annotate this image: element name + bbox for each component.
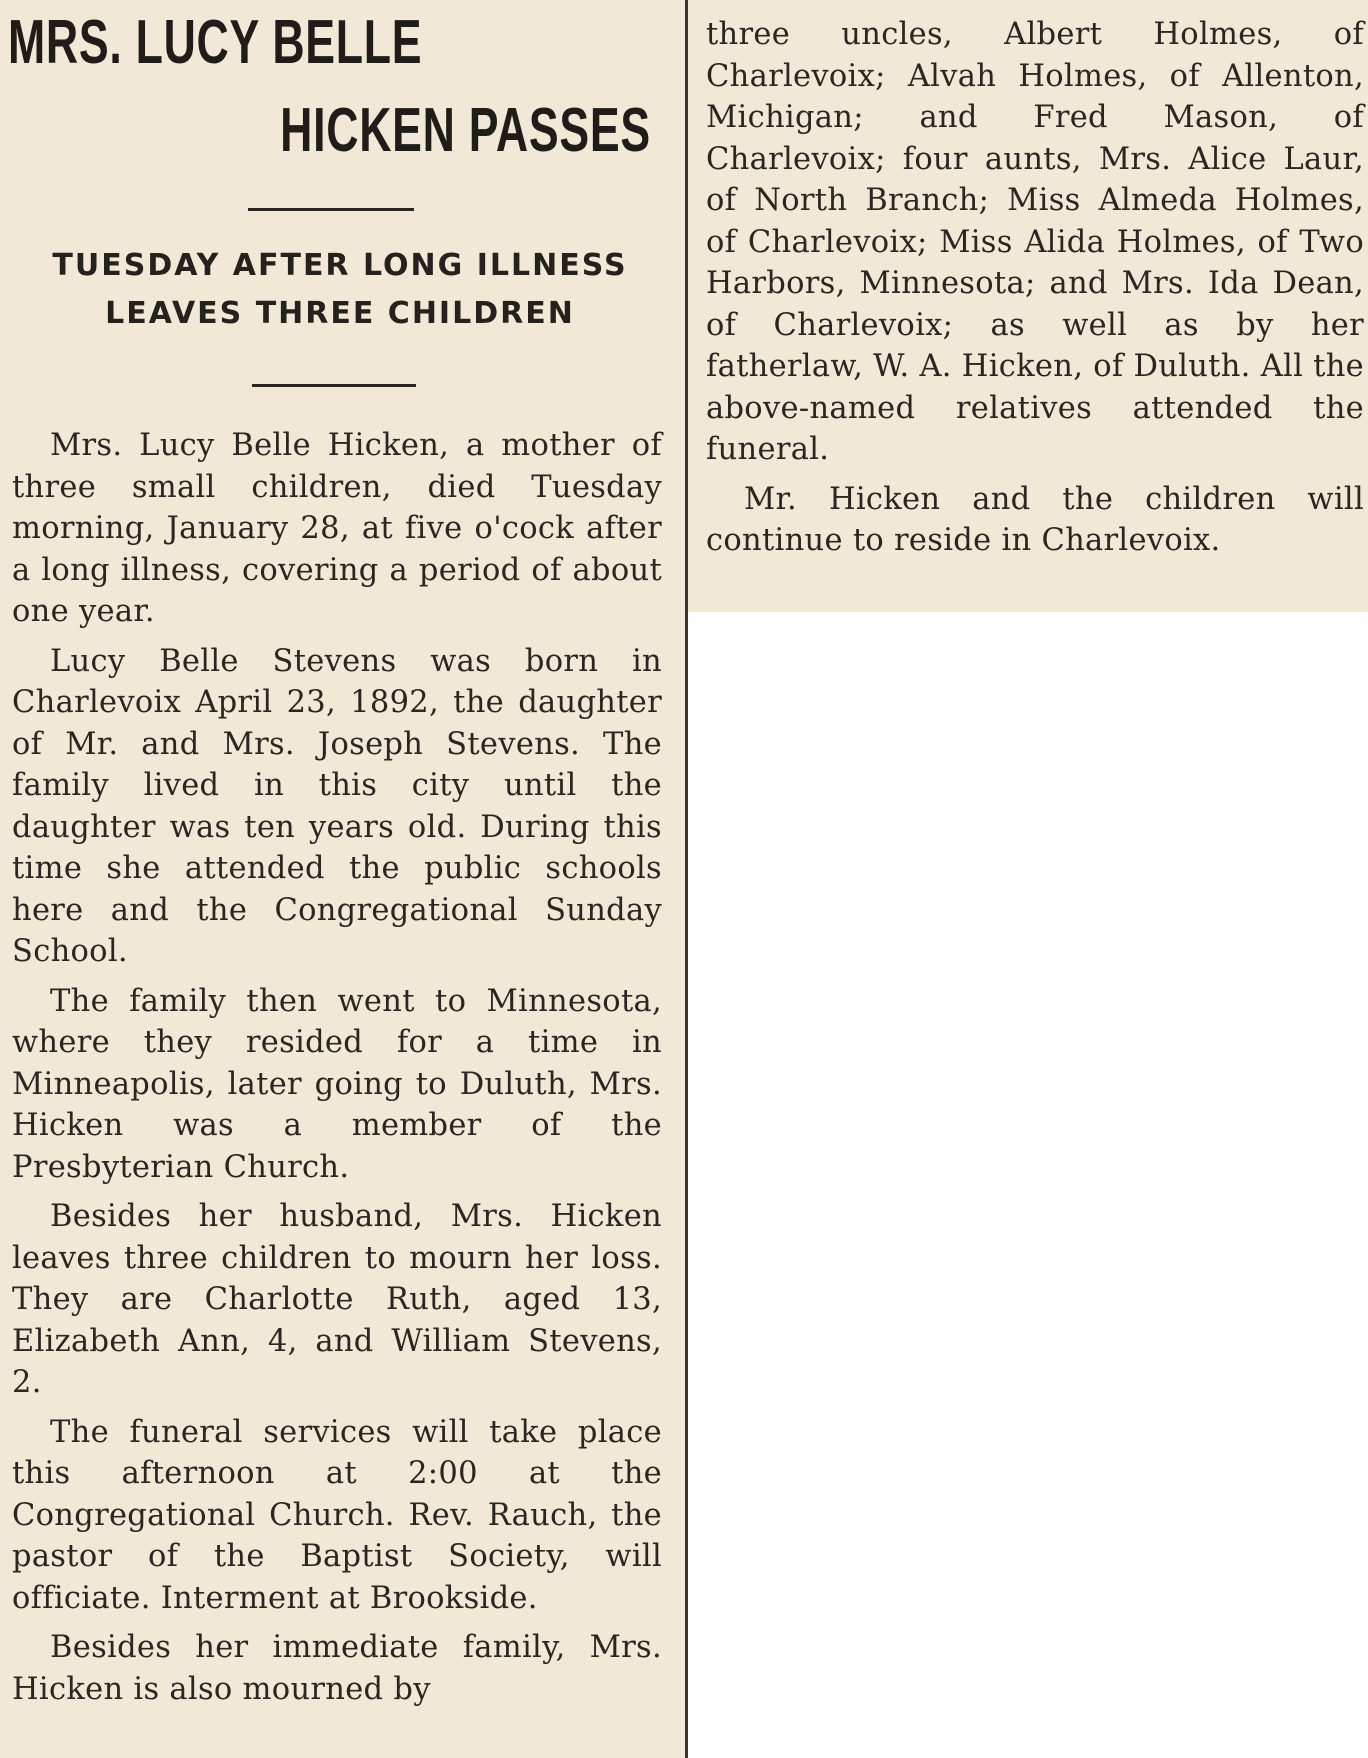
subheadline-line-1: TUESDAY AFTER LONG ILLNESS	[52, 248, 628, 283]
divider-rule-top	[248, 208, 414, 211]
article-paragraph: Mrs. Lucy Belle Hicken, a mother of three small children, died Tuesday morning, January 28, at five o'cock after a long illness, covering a period of about one year.	[12, 428, 662, 629]
article-paragraph: Besides her immediate family, Mrs. Hicken is also mourned by	[12, 1630, 662, 1707]
clipping-column-right	[685, 0, 1368, 612]
article-paragraph: three uncles, Albert Holmes, of Charlevoix; Alvah Holmes, of Allenton, Michigan; and Fred Mason, of Charlevoix; four aunts, Mrs. Alice Laur, of North Branch; Miss Almeda Holmes, of Charlevoix; Miss Alida Holmes, of Two Harbors, Minnesota; and Mrs. Ida Dean, of Charlevoix; as well as by her fatherlaw, W. A. Hicken, of Duluth. All the above-named relatives attended the funeral.	[706, 17, 1364, 467]
article-body-left	[12, 425, 662, 1718]
article-body-right	[706, 14, 1364, 570]
subheadline-line-2: LEAVES THREE CHILDREN	[105, 296, 575, 331]
article-paragraph: Besides her husband, Mrs. Hicken leaves three children to mourn her loss. They are Charlotte Ruth, aged 13, Elizabeth Ann, 4, and William Stevens, 2.	[12, 1199, 662, 1400]
headline-line-1: MRS. LUCY BELLE	[8, 8, 423, 77]
divider-rule-bottom	[252, 384, 416, 387]
article-paragraph: The family then went to Minnesota, where they resided for a time in Minneapolis, later going to Duluth, Mrs. Hicken was a member of the Presbyterian Church.	[12, 983, 662, 1185]
article-paragraph: The funeral services will take place this afternoon at 2:00 at the Congregational Church. Rev. Rauch, the pastor of the Baptist Society, will officiate. Interment at Brookside.	[12, 1414, 662, 1616]
headline-line-2: HICKEN PASSES	[280, 96, 651, 165]
article-paragraph: Lucy Belle Stevens was born in Charlevoix April 23, 1892, the daughter of Mr. and Mrs. Joseph Stevens. The family lived in this city until the daughter was ten years old. During this time she attended the public schools here and the Congregational Sunday School.	[12, 643, 662, 969]
article-paragraph: Mr. Hicken and the children will continue to reside in Charlevoix.	[706, 481, 1364, 558]
